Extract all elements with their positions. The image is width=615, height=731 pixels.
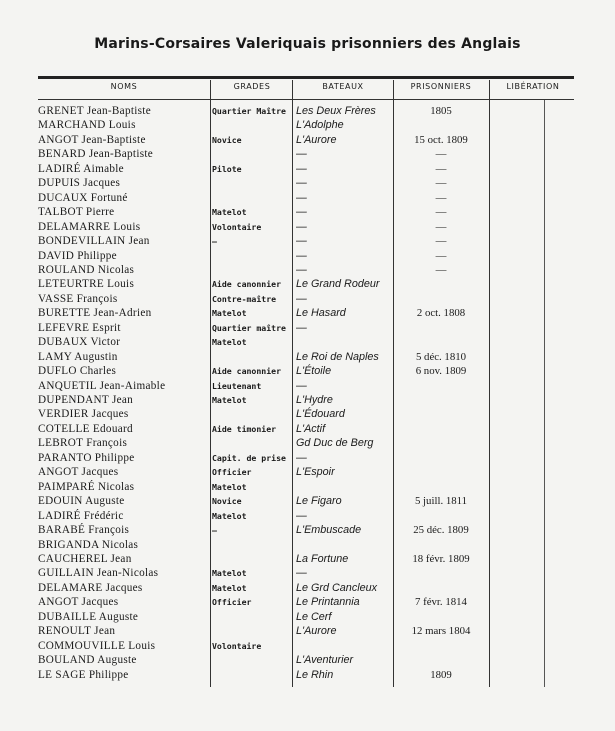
prisoner-ship: L'Aurore [296, 133, 337, 146]
prisoner-grade: Contre-maître [212, 293, 277, 304]
prisoner-capture-date: 6 nov. 1809 [415, 365, 467, 378]
prisoner-ship: Les Deux Frères [296, 105, 376, 117]
prisoner-name: DUFLO Charles [38, 365, 117, 378]
prisoner-name: ANQUETIL Jean-Aimable [38, 379, 166, 392]
table-row [0, 624, 615, 638]
prisoner-name: BURETTE Jean-Adrien [38, 307, 152, 320]
prisoner-ship: — [296, 206, 307, 219]
prisoner-grade: Officier [212, 467, 252, 478]
prisoner-name: VASSE François [38, 292, 118, 305]
prisoner-grade: Quartier maître [212, 322, 286, 333]
prisoner-ship: — [296, 177, 307, 190]
prisoner-ship: — [296, 162, 307, 175]
prisoner-capture-date: 18 févr. 1809 [412, 552, 470, 565]
table-row [0, 249, 615, 263]
prisoner-grade: Capit. de prise [212, 452, 286, 463]
table-row [0, 147, 615, 161]
prisoner-name: BOULAND Auguste [38, 654, 137, 667]
prisoner-name: BONDEVILLAIN Jean [38, 235, 150, 248]
prisoner-grade: Aide canonnier [212, 279, 282, 290]
header-rule [38, 99, 574, 100]
prisoner-grade: Volontaire [212, 221, 262, 232]
prisoner-name: DUPENDANT Jean [38, 394, 134, 406]
prisoner-grade: Matelot [212, 582, 247, 593]
prisoner-name: LADIRÉ Frédéric [38, 509, 124, 522]
prisoner-grade: Novice [212, 496, 242, 507]
prisoner-ship: Le Rhin [296, 668, 334, 681]
prisoner-ship: La Fortune [296, 552, 349, 565]
table-row [0, 335, 615, 349]
prisoner-name: LEFEVRE Esprit [38, 321, 121, 334]
table-row [0, 234, 615, 248]
prisoner-grade: Matelot [212, 568, 247, 579]
prisoner-capture-date: — [435, 206, 447, 219]
prisoner-name: TALBOT Pierre [38, 206, 115, 219]
table-row [0, 610, 615, 624]
table-row [0, 407, 615, 421]
prisoner-name: BENARD Jean-Baptiste [38, 148, 154, 161]
prisoner-capture-date: 2 oct. 1808 [416, 307, 466, 320]
prisoner-ship: — [296, 235, 307, 248]
prisoner-ship: — [296, 220, 307, 233]
prisoner-capture-date: — [435, 220, 447, 233]
prisoner-grade: Novice [212, 134, 242, 145]
prisoner-grade: Matelot [212, 308, 247, 319]
prisoner-grade: Matelot [212, 510, 247, 521]
header-prisonniers: PRISONNIERS [410, 82, 472, 91]
prisoner-name: RENOULT Jean [38, 625, 116, 638]
prisoner-ship: L'Actif [296, 422, 326, 435]
table-row [0, 581, 615, 595]
prisoner-grade: Aide timonier [212, 423, 277, 434]
prisoner-capture-date: 15 oct. 1809 [414, 133, 468, 146]
prisoner-name: LEBROT François [38, 437, 128, 450]
prisoner-capture-date: — [435, 235, 447, 248]
prisoner-ship: Le Printannia [296, 596, 360, 609]
prisoner-ship: L'Hydre [296, 394, 333, 406]
header-liberation: LIBÉRATION [506, 82, 560, 91]
header-noms: NOMS [110, 82, 138, 91]
prisoner-capture-date: 7 févr. 1814 [415, 596, 467, 609]
table-row [0, 364, 615, 378]
prisoner-capture-date: — [435, 191, 447, 204]
table-row [0, 552, 615, 566]
table-row [0, 566, 615, 580]
table-row [0, 422, 615, 436]
table-row [0, 191, 615, 205]
table-row [0, 133, 615, 147]
table-row [0, 176, 615, 190]
prisoner-name: BRIGANDA Nicolas [38, 538, 139, 551]
prisoner-ship: L'Espoir [296, 466, 335, 479]
prisoner-ship: Le Grd Cancleux [296, 581, 378, 594]
prisoner-name: ANGOT Jacques [38, 466, 119, 479]
table-row [0, 639, 615, 653]
prisoner-capture-date: — [435, 148, 447, 161]
table-row [0, 595, 615, 609]
prisoner-ship: — [296, 148, 307, 161]
table-row [0, 494, 615, 508]
prisoner-ship: Le Grand Rodeur [296, 278, 380, 291]
prisoner-name: CAUCHEREL Jean [38, 552, 132, 565]
prisoner-name: PAIMPARÉ Nicolas [38, 480, 135, 493]
table-row [0, 653, 615, 667]
prisoner-name: DAVID Philippe [38, 249, 117, 262]
prisoner-ship: — [296, 249, 307, 262]
prisoner-grade: Aide canonnier [212, 366, 282, 377]
prisoner-capture-date: — [435, 177, 447, 190]
table-row [0, 118, 615, 132]
prisoner-ship: — [296, 292, 307, 305]
page-title: Marins-Corsaires Valeriquais prisonniers des Anglais [94, 36, 521, 52]
prisoner-name: DUBAUX Victor [38, 336, 121, 349]
prisoner-grade: Matelot [212, 337, 247, 348]
prisoner-capture-date: 1805 [430, 105, 452, 117]
prisoner-name: BARABÉ François [38, 524, 130, 537]
prisoner-name: DELAMARRE Louis [38, 220, 141, 233]
table-row [0, 523, 615, 537]
table-row [0, 350, 615, 364]
table-row [0, 162, 615, 176]
prisoner-name: ROULAND Nicolas [38, 263, 135, 276]
prisoner-name: PARANTO Philippe [38, 451, 135, 464]
prisoner-name: LETEURTRE Louis [38, 278, 135, 291]
prisoner-ship: L'Aurore [296, 625, 337, 638]
table-row [0, 277, 615, 291]
table-row [0, 205, 615, 219]
prisoner-ship: — [296, 509, 307, 522]
prisoner-capture-date: 1809 [430, 668, 452, 681]
prisoner-grade: Pilote [212, 163, 242, 174]
prisoner-name: DELAMARE Jacques [38, 581, 143, 594]
prisoner-ship: — [296, 263, 307, 276]
prisoner-name: EDOUIN Auguste [38, 495, 125, 508]
header-bateaux: BATEAUX [322, 82, 364, 91]
prisoner-ship: — [296, 321, 307, 334]
table-row [0, 393, 615, 407]
prisoner-capture-date: 5 déc. 1810 [415, 350, 467, 363]
prisoner-capture-date: 5 juill. 1811 [414, 495, 468, 508]
prisoner-capture-date: — [435, 162, 447, 175]
table-row [0, 480, 615, 494]
prisoner-name: LADIRÉ Aimable [38, 162, 124, 175]
prisoner-name: GRENET Jean-Baptiste [38, 105, 151, 117]
prisoner-name: VERDIER Jacques [38, 408, 129, 421]
prisoner-capture-date: — [435, 249, 447, 262]
prisoner-grade: Officier [212, 597, 252, 608]
prisoner-name: COMMOUVILLE Louis [38, 639, 156, 652]
table-row [0, 436, 615, 450]
prisoner-capture-date: — [435, 263, 447, 276]
prisoner-ship: Le Cerf [296, 610, 332, 623]
prisoner-ship: L'Étoile [296, 365, 332, 378]
prisoner-name: COTELLE Edouard [38, 422, 133, 435]
prisoner-ship: L'Édouard [296, 408, 345, 421]
prisoner-name: DUCAUX Fortuné [38, 191, 128, 204]
prisoner-name: LE SAGE Philippe [38, 668, 129, 681]
prisoner-ship: — [296, 567, 307, 580]
prisoner-ship: Gd Duc de Berg [296, 437, 374, 450]
prisoner-ship: — [296, 191, 307, 204]
table-row [0, 538, 615, 552]
prisoner-ship: L'Aventurier [296, 654, 354, 667]
prisoner-name: LAMY Augustin [38, 350, 118, 363]
table-row [0, 306, 615, 320]
prisoner-capture-date: 25 déc. 1809 [413, 524, 469, 537]
prisoner-grade: Quartier Maître [212, 106, 286, 116]
prisoner-ship: — [296, 451, 307, 464]
prisoner-grade: Matelot [212, 207, 247, 218]
prisoner-grade: — [212, 525, 217, 536]
prisoner-name: ANGOT Jacques [38, 596, 119, 609]
prisoner-ship: Le Hasard [296, 307, 346, 320]
prisoner-name: ANGOT Jean-Baptiste [38, 133, 146, 146]
prisoner-grade: Lieutenant [212, 380, 262, 391]
header-grades: GRADES [233, 82, 271, 91]
prisoner-name: GUILLAIN Jean-Nicolas [38, 567, 159, 580]
prisoner-ship: Le Figaro [296, 495, 342, 508]
prisoner-grade: — [212, 236, 217, 247]
prisoner-name: MARCHAND Louis [38, 119, 136, 132]
table-row [0, 509, 615, 523]
top-rule [38, 76, 574, 79]
table-row [0, 220, 615, 234]
table-row [0, 321, 615, 335]
prisoner-grade: Volontaire [212, 640, 262, 651]
table-row [0, 451, 615, 465]
prisoner-ship: L'Adolphe [296, 119, 344, 132]
table-row [0, 465, 615, 479]
prisoner-grade: Matelot [212, 395, 247, 405]
table-row [0, 379, 615, 393]
table-row [0, 263, 615, 277]
prisoner-ship: Le Roi de Naples [296, 350, 379, 363]
table-row [0, 668, 615, 682]
prisoner-name: DUBAILLE Auguste [38, 610, 139, 623]
prisoner-grade: Matelot [212, 481, 247, 492]
prisoner-name: DUPUIS Jacques [38, 177, 121, 190]
prisoner-capture-date: 12 mars 1804 [411, 625, 471, 638]
table-row [0, 104, 615, 118]
prisoner-ship: L'Embuscade [296, 524, 362, 537]
table-row [0, 292, 615, 306]
prisoner-ship: — [296, 379, 307, 392]
